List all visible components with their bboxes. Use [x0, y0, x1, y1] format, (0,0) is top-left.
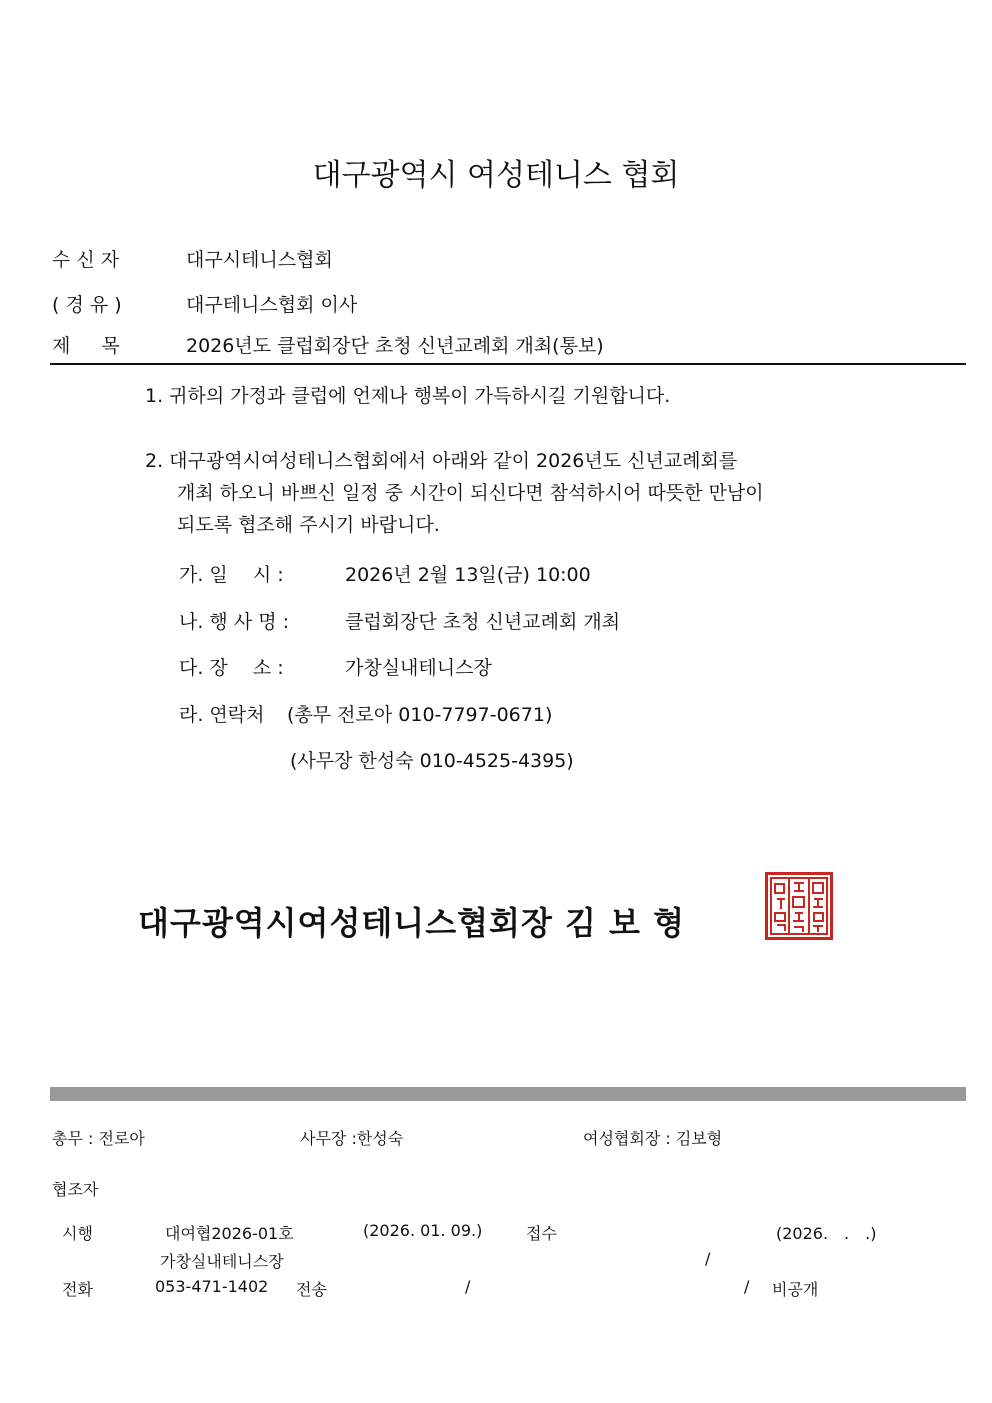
- footer-receipt-label: 접수: [526, 1224, 557, 1243]
- item-date-label: 가. 일 시 :: [179, 564, 284, 586]
- item-contact-label: 라. 연락처: [179, 704, 265, 726]
- paragraph-2-line-1: 2. 대구광역시여성테니스협회에서 아래와 같이 2026년도 신년교례회를: [145, 450, 738, 472]
- subject-label: 제 목: [52, 335, 120, 357]
- recipient-value: 대구시테니스협회: [186, 249, 333, 271]
- item-venue-value: 가창실내테니스장: [345, 657, 492, 679]
- footer-fax-label: 전송: [296, 1280, 327, 1299]
- footer-staff-treasurer: 총무 : 전로아: [52, 1129, 145, 1148]
- footer-staff-secretary: 사무장 :한성숙: [300, 1129, 404, 1148]
- item-event-label: 나. 행 사 명 :: [179, 611, 290, 633]
- header-divider: [50, 363, 966, 365]
- official-seal: [765, 872, 833, 940]
- footer-staff-president: 여성협회장 : 김보형: [583, 1129, 723, 1148]
- item-contact-2: (사무장 한성숙 010-4525-4395): [290, 750, 574, 772]
- paragraph-2-line-3: 되도록 협조해 주시기 바랍니다.: [177, 514, 440, 536]
- footer-disclosure: 비공개: [772, 1280, 819, 1299]
- footer-enforce-label: 시행: [62, 1224, 93, 1243]
- subject-value: 2026년도 클럽회장단 초청 신년교례회 개최(통보): [186, 335, 604, 357]
- footer-divider: [50, 1087, 966, 1101]
- footer-slash-2: /: [465, 1277, 471, 1296]
- seal-pattern-icon: [768, 875, 830, 937]
- document-title: 대구광역시 여성테니스 협회: [312, 158, 680, 193]
- footer-slash-1: /: [705, 1249, 711, 1268]
- paragraph-2-line-2: 개최 하오니 바쁘신 일정 중 시간이 되신다면 참석하시어 따뜻한 만남이: [177, 482, 764, 504]
- footer-doc-number: 대여협2026-01호: [165, 1224, 294, 1243]
- signer-name: 대구광역시여성테니스협회장 김 보 형: [138, 904, 686, 942]
- item-event-value: 클럽회장단 초청 신년교례회 개최: [345, 611, 621, 633]
- footer-phone: 053-471-1402: [155, 1277, 269, 1296]
- item-contact-value: (총무 전로아 010-7797-0671): [287, 704, 553, 726]
- footer-address: 가창실내테니스장: [160, 1252, 284, 1271]
- footer-receipt-date: (2026. . .): [776, 1224, 877, 1243]
- item-venue-label: 다. 장 소 :: [179, 657, 284, 679]
- footer-enforce-date: (2026. 01. 09.): [363, 1221, 483, 1240]
- footer-cooperator-label: 협조자: [52, 1180, 99, 1199]
- footer-slash-3: /: [744, 1277, 750, 1296]
- via-label: ( 경 유 ): [52, 294, 122, 316]
- paragraph-1: 1. 귀하의 가정과 클럽에 언제나 행복이 가득하시길 기원합니다.: [145, 385, 671, 407]
- footer-phone-label: 전화: [62, 1280, 93, 1299]
- recipient-label: 수 신 자: [52, 249, 120, 271]
- item-date-value: 2026년 2월 13일(금) 10:00: [345, 564, 591, 586]
- via-value: 대구테니스협회 이사: [186, 294, 358, 316]
